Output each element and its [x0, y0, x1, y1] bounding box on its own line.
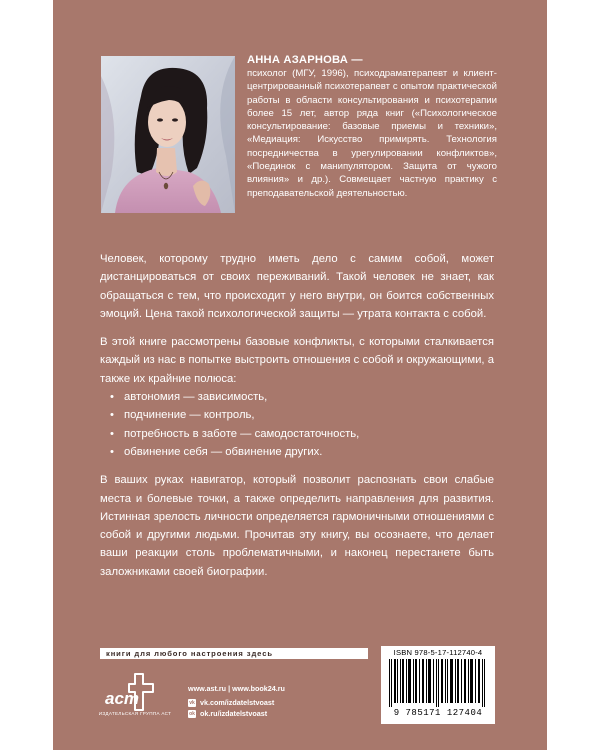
ok-icon: ok: [189, 710, 195, 717]
author-name: АННА АЗАРНОВА —: [247, 54, 363, 66]
author-portrait-image: [101, 56, 235, 213]
list-item: • обвинение себя — обвинение других.: [124, 443, 494, 461]
barcode-box: [381, 646, 495, 724]
annotation-paragraph-1: Человек, которому трудно иметь дело с самим собой, может дистанцироваться от своих переживаний. Такой человек не знает, как обращаться с тем, что происходит у него внутри, он боится собственных эмоций. Цена такой психологической защиты — утрата контакта с собой.: [100, 253, 494, 320]
annotation-paragraph-3: В ваших руках навигатор, который позволит распознать свои слабые места и болевые точки, а также определить направления для развития. Истинная зрелость личности определяется гармоничными отношениями с собой и другими людьми. Прочитав эту книгу, вы осознаете, что делает ваши реакции столь проблематичными, и наконец перестанете быть заложниками своей биографии.: [100, 474, 494, 578]
publisher-links: [188, 683, 285, 719]
vk-row: [188, 697, 285, 708]
vk-link[interactable]: vk.com/izdatelstvoast: [200, 698, 275, 707]
isbn-label: ISBN 978-5-17-112740-4: [393, 648, 483, 657]
conflict-list: [100, 388, 494, 461]
list-item: • подчинение — контроль,: [124, 406, 494, 424]
ok-link[interactable]: ok.ru/izdatelstvoast: [200, 709, 268, 718]
annotation-text: [100, 250, 494, 591]
ok-row: [188, 708, 285, 719]
barcode-icon: [387, 659, 489, 707]
barcode-number: 9 785171 127404: [393, 708, 483, 718]
ast-logo-icon: [101, 670, 161, 716]
svg-text:аст: аст: [105, 689, 140, 708]
annotation-paragraph-2: В этой книге рассмотрены базовые конфликты, с которыми сталкивается каждый из нас в попытке выстроить отношения с собой и окружающими, а также их крайние полюса:: [100, 336, 494, 385]
websites-row: [188, 683, 285, 694]
publisher-tagline: книги для любого настроения здесь: [100, 648, 368, 659]
ast-logo: [101, 670, 161, 716]
list-item: • потребность в заботе — самодостаточность,: [124, 425, 494, 443]
ast-logo-caption: ИЗДАТЕЛЬСКАЯ ГРУППА АСТ: [98, 711, 172, 716]
list-item: • автономия — зависимость,: [124, 388, 494, 406]
book-back-cover: [53, 0, 547, 750]
vk-icon: vk: [189, 699, 195, 706]
author-info: [247, 54, 497, 200]
author-bio: психолог (МГУ, 1996), психодраматерапевт и клиент-центрированный психотерапевт с опытом практической работы в области консультирования и психотерапии более 15 лет, автор ряда книг («Психологическое консультирование: базовые приемы и техники», «Медиация: Искусство примирять. Технология посредничества в урегулировании конфликтов», «Поединок с манипулятором. Защита от чужого влияния» и др.). Совмещает частную практику с преподавательской деятельностью.: [247, 68, 497, 199]
websites-link[interactable]: www.ast.ru | www.book24.ru: [188, 684, 285, 693]
author-photo: [101, 56, 235, 213]
